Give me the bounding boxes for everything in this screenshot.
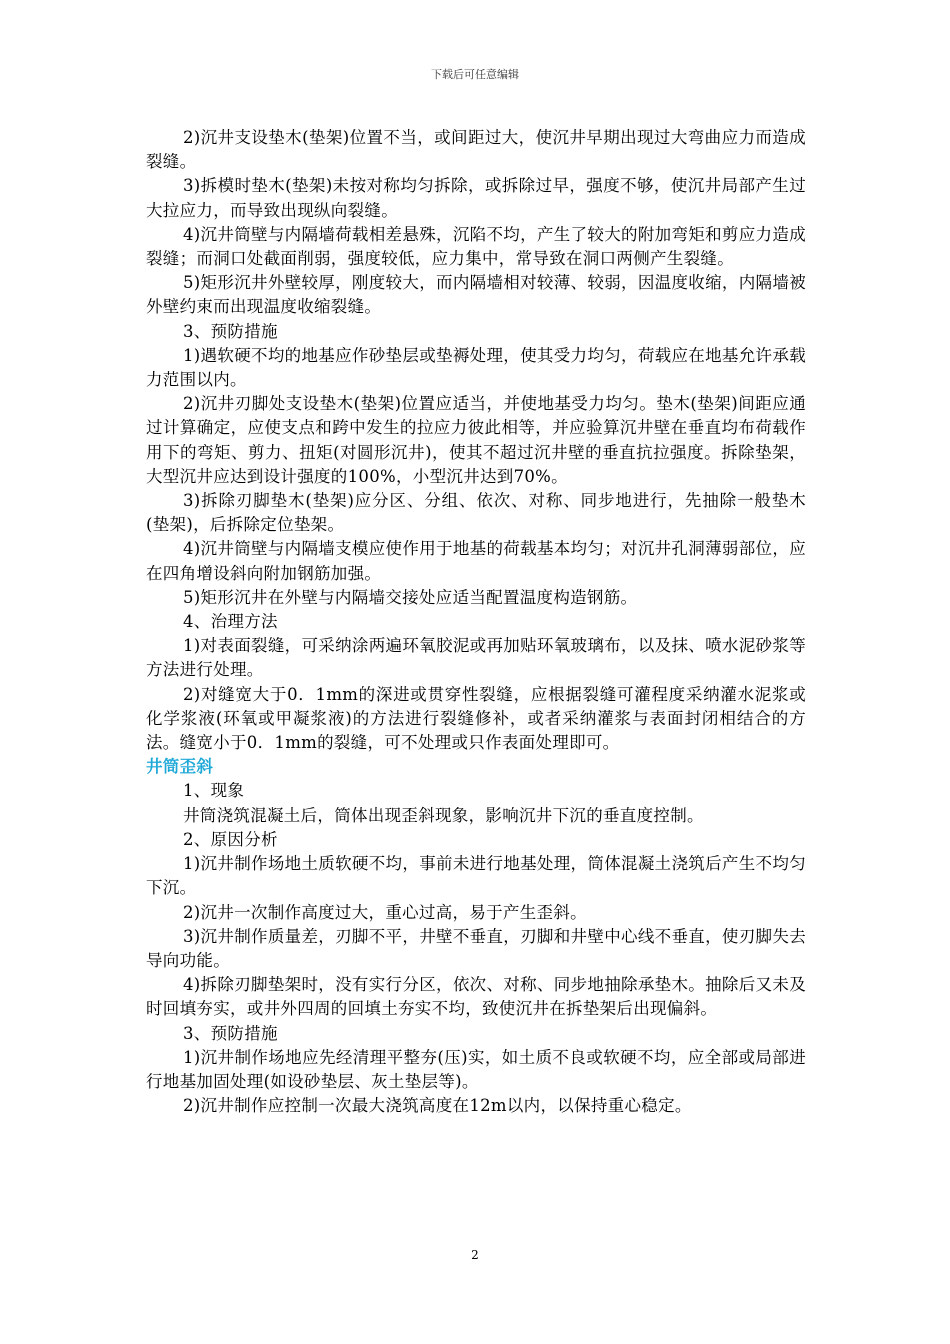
- paragraph: 1)沉井制作场地应先经清理平整夯(压)实，如土质不良或软硬不均，应全部或局部进行地基加固处理(如设砂垫层、灰土垫层等)。: [146, 1047, 806, 1091]
- paragraph: 井筒浇筑混凝土后，筒体出现歪斜现象，影响沉井下沉的垂直度控制。: [183, 805, 704, 825]
- paragraph: 3、预防措施: [183, 321, 278, 341]
- paragraph: 1、现象: [183, 781, 245, 801]
- document-body: [146, 126, 806, 1118]
- page-number: 2: [471, 1248, 479, 1262]
- paragraph: 4、治理方法: [183, 612, 278, 632]
- paragraph: 4)沉井筒壁与内隔墙支模应使作用于地基的荷载基本均匀；对沉井孔洞薄弱部位，应在四角增设斜向附加钢筋加强。: [146, 539, 806, 583]
- paragraph: 2)沉井制作应控制一次最大浇筑高度在12m以内，以保持重心稳定。: [183, 1096, 692, 1116]
- section-heading: 井筒歪斜: [146, 757, 214, 777]
- paragraph: 5)矩形沉井在外壁与内隔墙交接处应适当配置温度构造钢筋。: [183, 587, 638, 607]
- paragraph: 1)对表面裂缝，可采纳涂两遍环氧胶泥或再加贴环氧玻璃布，以及抹、喷水泥砂浆等方法进行处理。: [146, 636, 806, 680]
- paragraph: 1)沉井制作场地土质软硬不均，事前未进行地基处理，筒体混凝土浇筑后产生不均匀下沉。: [146, 854, 806, 898]
- paragraph: 2)沉井支设垫木(垫架)位置不当，或间距过大，使沉井早期出现过大弯曲应力而造成裂缝。: [146, 128, 806, 172]
- paragraph: 2)沉井刃脚处支设垫木(垫架)位置应适当，并使地基受力均匀。垫木(垫架)间距应通过计算确定，应使支点和跨中发生的拉应力彼此相等，并应验算沉井壁在垂直均布荷载作用下的弯矩、剪力、扭矩(对圆形沉井)，使其不超过沉井壁的垂直抗拉强度。拆除垫架，大型沉井应达到设计强度的100%，小型沉井达到70%。: [146, 394, 806, 486]
- paragraph: 1)遇软硬不均的地基应作砂垫层或垫褥处理，使其受力均匀，荷载应在地基允许承载力范围以内。: [146, 345, 806, 390]
- paragraph: 3)沉井制作质量差，刃脚不平，井壁不垂直，刃脚和井壁中心线不垂直，使刃脚失去导向功能。: [146, 926, 806, 970]
- page-header: 下载后可任意编辑: [431, 68, 519, 81]
- paragraph: 3、预防措施: [183, 1023, 278, 1043]
- paragraph: 3)拆模时垫木(垫架)未按对称均匀拆除，或拆除过早，强度不够，使沉井局部产生过大拉应力，而导致出现纵向裂缝。: [146, 176, 806, 220]
- paragraph: 2)对缝宽大于0．1mm的深进或贯穿性裂缝，应根据裂缝可灌程度采纳灌水泥浆或化学浆液(环氧或甲凝浆液)的方法进行裂缝修补，或者采纳灌浆与表面封闭相结合的方法。缝宽小于0．1mm的裂缝，可不处理或只作表面处理即可。: [146, 684, 806, 753]
- paragraph: 3)拆除刃脚垫木(垫架)应分区、分组、依次、对称、同步地进行，先抽除一般垫木(垫架)，后拆除定位垫架。: [146, 491, 806, 535]
- paragraph: 4)沉井筒壁与内隔墙荷载相差悬殊，沉陷不均，产生了较大的附加弯矩和剪应力造成裂缝；而洞口处截面削弱，强度较低，应力集中，常导致在洞口两侧产生裂缝。: [146, 224, 806, 269]
- paragraph: 2、原因分析: [183, 829, 278, 849]
- paragraph: 4)拆除刃脚垫架时，没有实行分区，依次、对称、同步地抽除承垫木。抽除后又未及时回填夯实，或井外四周的回填土夯实不均，致使沉井在拆垫架后出现偏斜。: [146, 975, 806, 1019]
- paragraph: 2)沉井一次制作高度过大，重心过高，易于产生歪斜。: [183, 902, 587, 922]
- paragraph: 5)矩形沉井外壁较厚，刚度较大，而内隔墙相对较薄、较弱，因温度收缩，内隔墙被外壁约束而出现温度收缩裂缝。: [146, 273, 806, 317]
